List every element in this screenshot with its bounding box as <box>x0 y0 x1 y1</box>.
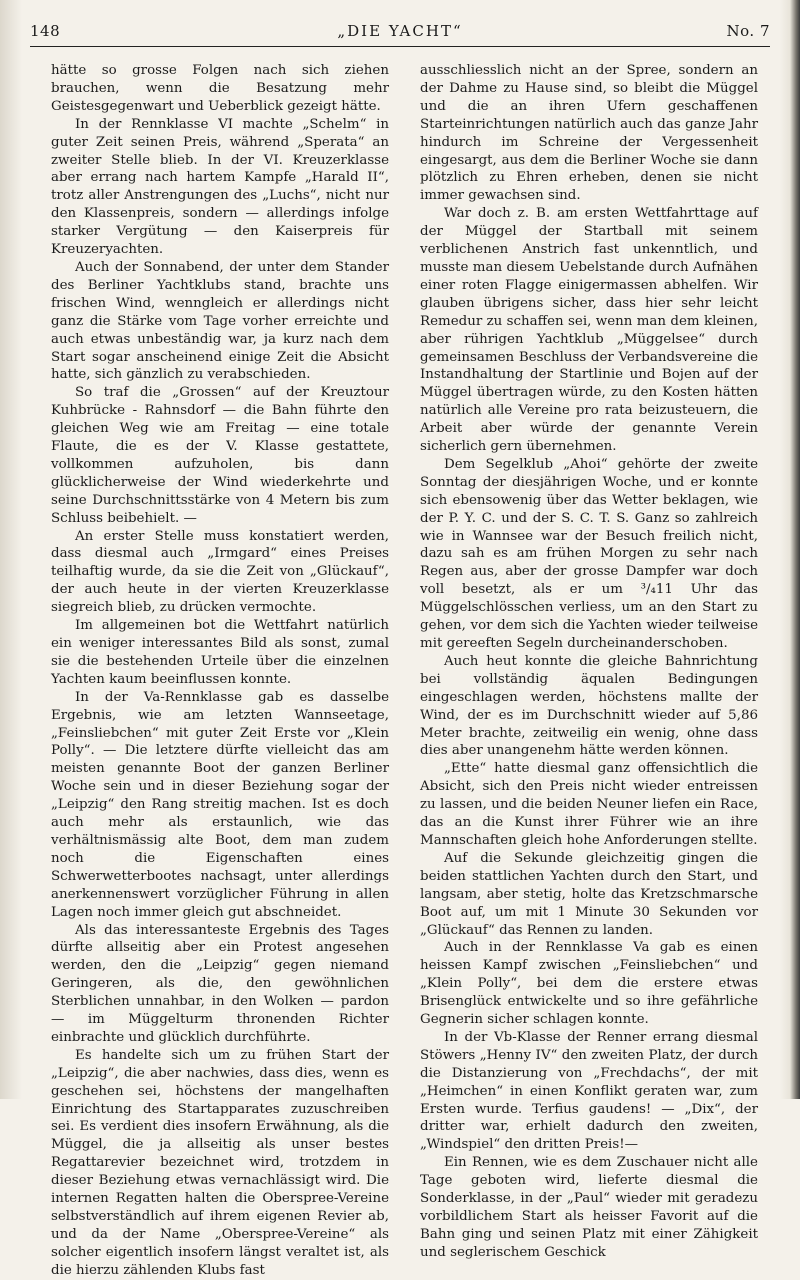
left-column <box>51 62 389 1280</box>
paragraph: „Ette“ hatte diesmal ganz offensichtlich die Absicht, sich den Preis nicht wieder entreissen zu lassen, und die beiden Neuner liefen ein Race, das an die Kunst ihrer Führer wie an ihre Mannschaften gleich hohe Anforderungen stellte. <box>420 761 758 848</box>
paragraph: In der Vb-Klasse der Renner errang diesmal Stöwers „Henny IV“ den zweiten Platz, der durch die Distanzierung von „Frechdachs“, der mit „Heimchen“ in einen Konflikt geraten war, zum Ersten wurde. Terfius gaudens! — „Dix“, der dritter war, erhielt dadurch den zweiten, „Windspiel“ den dritten Preis!— <box>420 1029 758 1153</box>
paragraph: Auch der Sonnabend, der unter dem Stander des Berliner Yachtklubs stand, brachte uns frischen Wind, wenngleich er allerdings nicht ganz die Stärke vom Tage vorher erreichte und auch etwas unbeständig war, ja kurz nach dem Start sogar anscheinend einige Zeit die Absicht hatte, sich gänzlich zu verabschieden. <box>51 259 389 383</box>
paragraph: Es handelte sich um zu frühen Start der „Leipzig“, die aber nachwies, dass dies, wenn es geschehen sei, höchstens der mangelhaften Einrichtung des Startapparates zuzuschreiben sei. Es verdient dies insofern Erwähnung, als die Müggel, die ja allseitig als unser bestes Regattarevier bezeichnet wird, trotzdem in dieser Beziehung etwas vernachlässigt wird. Die internen Regatten halten die Oberspree-Vereine selbstverständlich auf ihrem eigenen Revier ab, und da der Name „Oberspree-Vereine“ als solcher eigentlich insofern längst veraltet ist, als die hierzu zählenden Klubs fast <box>51 1047 389 1278</box>
paragraph: So traf die „Grossen“ auf der Kreuztour Kuhbrücke - Rahnsdorf — die Bahn führte den gleichen Weg wie am Freitag — eine totale Flaute, die es der V. Klasse gestattete, vollkommen aufzuholen, bis dann glücklicherweise der Wind wiederkehrte und seine Durchschnittsstärke von 4 Metern bis zum Schluss beibehielt. — <box>51 385 389 526</box>
scan-left-margin <box>0 0 22 1099</box>
paragraph: An erster Stelle muss konstatiert werden, dass diesmal auch „Irmgard“ eines Preises teilhaftig wurde, da sie die Zeit von „Glückauf“, der auch heute in der vierten Kreuzerklasse siegreich blieb, zu drücken vermochte. <box>51 528 389 616</box>
paragraph: Auch in der Rennklasse Va gab es einen heissen Kampf zwischen „Feinsliebchen“ und „Klein Polly“, bei dem die erstere etwas Brisenglück entwickelte und so ihre gefährliche Gegnerin sicher schlagen konnte. <box>420 940 758 1028</box>
paragraph: Auf die Sekunde gleichzeitig gingen die beiden stattlichen Yachten durch den Start, und langsam, aber stetig, holte das Kretzschmarsche Boot auf, um mit 1 Minute 30 Sekunden vor „Glückauf“ das Rennen zu landen. <box>420 850 758 938</box>
scan-right-edge <box>780 0 800 1099</box>
paragraph: ausschliesslich nicht an der Spree, sondern an der Dahme zu Hause sind, so bleibt die Müggel und die an ihren Ufern geschaffenen Starteinrichtungen natürlich auch das ganze Jahr hindurch im Schreine der Vergessenheit eingesargt, aus dem die Berliner Woche sie dann plötzlich zu Ehren erheben, denen sie nicht immer gewachsen sind. <box>420 63 758 204</box>
paragraph: Auch heut konnte die gleiche Bahnrichtung bei vollständig äqualen Bedingungen eingeschlagen werden, höchstens mallte der Wind, der es im Durchschnitt wieder auf 5,86 Meter brachte, zeitweilig ein wenig, ohne dass dies aber unangenehm hätte werden können. <box>420 653 758 759</box>
right-column <box>420 62 758 1262</box>
paragraph: hätte so grosse Folgen nach sich ziehen brauchen, wenn die Besatzung mehr Geistesgegenwart und Ueberblick gezeigt hätte. <box>51 63 389 114</box>
paragraph: In der Va-Rennklasse gab es dasselbe Ergebnis, wie am letzten Wannseetage, „Feinsliebchen“ mit guter Zeit Erste vor „Klein Polly“. — Die letztere dürfte vielleicht das am meisten genannte Boot der ganzen Berliner Woche sein und in dieser Beziehung sogar der „Leipzig“ den Rang streitig machen. Ist es doch auch mehr als erstaunlich, wie das verhältnismässig alte Boot, dem man zudem noch die Eigenschaften eines Schwerwetterbootes nachsagt, unter allerdings anerkennenswert vorzüglicher Führung in allen Lagen noch immer gleich gut abschneidet. <box>51 689 389 920</box>
issue-number: No. 7 <box>726 22 770 40</box>
paragraph: Dem Segelklub „Ahoi“ gehörte der zweite Sonntag der diesjährigen Woche, und er konnte sich ebensowenig über das Wetter beklagen, wie der P. Y. C. und der S. C. T. S. Ganz so zahlreich wie in Wannsee war der Besuch freilich nicht, dazu sah es am frühen Morgen zu sehr nach Regen aus, aber der grosse Dampfer war doch voll besetzt, als er um ³/₄11 Uhr das Müggelschlösschen verliess, um an den Start zu gehen, vor dem sich die Yachten wieder teilweise mit gereeften Segeln durcheinanderschoben. <box>420 456 758 651</box>
journal-title: „DIE YACHT“ <box>337 22 463 40</box>
paragraph: In der Rennklasse VI machte „Schelm“ in guter Zeit seinen Preis, während „Sperata“ an zweiter Stelle blieb. In der VI. Kreuzerklasse aber errang nach hartem Kampfe „Harald II“, trotz aller Anstrengungen des „Luchs“, nicht nur den Klassenpreis, sondern — allerdings infolge starker Vergütung — den Kaiserpreis für Kreuzeryachten. <box>51 116 389 258</box>
header-rule <box>30 46 770 47</box>
paragraph: Ein Rennen, wie es dem Zuschauer nicht alle Tage geboten wird, lieferte diesmal die Sonderklasse, in der „Paul“ wieder mit geradezu vorbildlichem Start als heisser Favorit auf die Bahn ging und seinen Platz mit einer Zähigkeit und seglerischem Geschick <box>420 1155 758 1260</box>
paragraph: Als das interessanteste Ergebnis des Tages dürfte allseitig aber ein Protest angesehen werden, den die „Leipzig“ gegen niemand Geringeren, als die, den gewöhnlichen Sterblichen unnahbar, in den Wolken — pardon — im Müggelturm thronenden Richter einbrachte und glücklich durchführte. <box>51 922 389 1045</box>
paragraph: War doch z. B. am ersten Wettfahrttage auf der Müggel der Startball mit seinem verblichenen Anstrich fast unkenntlich, und musste man diesem Uebelstande durch Aufnähen einer roten Flagge einigermassen abhelfen. Wir glauben übrigens sicher, dass hier sehr leicht Remedur zu schaffen sei, wenn man dem kleinen, aber rührigen Yachtklub „Müggelsee“ durch gemeinsamen Beschluss der Verbandsvereine die Instandhaltung der Startlinie und Bojen auf der Müggel übertragen würde, zu den Kosten hätten natürlich alle Vereine pro rata beizusteuern, die Arbeit aber würde der genannte Verein sicherlich gern übernehmen. <box>420 206 758 455</box>
page-number: 148 <box>30 22 61 40</box>
paragraph: Im allgemeinen bot die Wettfahrt natürlich ein weniger interessantes Bild als sonst, zumal sie die bestehenden Urteile über die einzelnen Yachten kaum beeinflussen konnte. <box>51 618 389 687</box>
